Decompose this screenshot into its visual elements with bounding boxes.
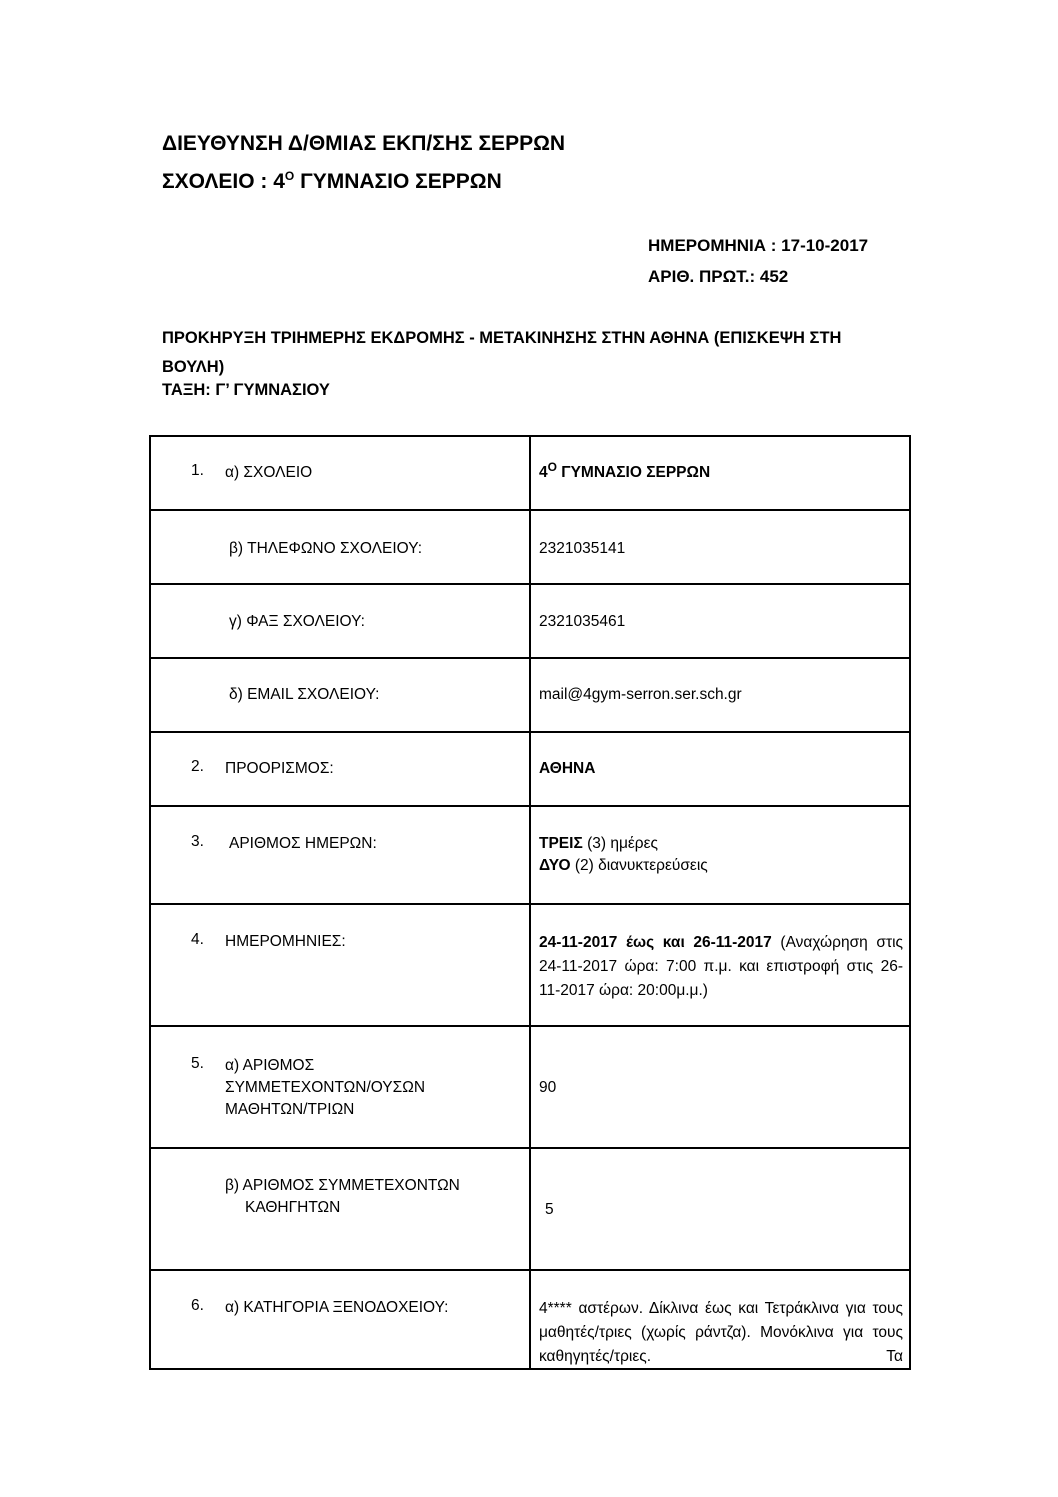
- school-value-suffix: ΓΥΜΝΑΣΙΟ ΣΕΡΡΩΝ: [556, 464, 711, 481]
- fax-value: 2321035461: [539, 613, 626, 630]
- days-line: [539, 833, 903, 855]
- school-label: α) ΣΧΟΛΕΙΟ: [225, 464, 313, 481]
- school-value: [531, 437, 909, 484]
- school-heading-prefix: ΣΧΟΛΕΙΟ : 4: [162, 170, 285, 193]
- directorate-heading: ΔΙΕΥΘΥΝΣΗ Δ/ΘΜΙΑΣ ΕΚΠ/ΣΗΣ ΣΕΡΡΩΝ: [162, 132, 566, 155]
- school-value-prefix: 4: [539, 464, 548, 481]
- label-cell: [150, 584, 530, 658]
- value-cell: [530, 1026, 910, 1148]
- teachers-label-line: ΚΑΘΗΓΗΤΩΝ: [245, 1199, 341, 1216]
- table-row: [150, 584, 910, 658]
- item-number: 1.: [191, 462, 204, 479]
- label-cell: [150, 806, 530, 904]
- table-row: [150, 658, 910, 732]
- table-row: [150, 732, 910, 806]
- value-cell: [530, 658, 910, 732]
- value-cell: [530, 1270, 910, 1369]
- label-cell: [150, 1026, 530, 1148]
- students-label-line: ΣΥΜΜΕΤΕΧΟΝΤΩΝ/ΟΥΣΩΝ: [225, 1079, 426, 1096]
- label-cell: [150, 658, 530, 732]
- nights-count: ΔΥΟ: [539, 857, 571, 874]
- teachers-value: 5: [545, 1201, 554, 1218]
- value-cell: [530, 436, 910, 510]
- school-heading: [162, 170, 502, 194]
- hotel-label: α) ΚΑΤΗΓΟΡΙΑ ΞΕΝΟΔΟΧΕΙΟΥ:: [225, 1299, 449, 1316]
- label-cell: [150, 510, 530, 584]
- class-label: ΤΑΞΗ: Γ’ ΓΥΜΝΑΣΙΟΥ: [162, 381, 330, 399]
- item-number: 3.: [191, 833, 204, 850]
- value-cell: [530, 1148, 910, 1270]
- value-cell: [530, 806, 910, 904]
- item-number: 6.: [191, 1297, 204, 1314]
- nights-unit: (2) διανυκτερεύσεις: [570, 857, 708, 874]
- item-number: 4.: [191, 931, 204, 948]
- item-number: 5.: [191, 1055, 204, 1072]
- teachers-label: [225, 1175, 460, 1219]
- phone-value: 2321035141: [539, 540, 626, 557]
- value-cell: [530, 584, 910, 658]
- table-row: [150, 1148, 910, 1270]
- school-heading-sup: Ο: [284, 169, 295, 183]
- email-label: δ) EMAIL ΣΧΟΛΕΙΟΥ:: [229, 686, 380, 703]
- value-cell: [530, 904, 910, 1026]
- label-cell: [150, 436, 530, 510]
- hotel-value: 4**** αστέρων. Δίκλινα έως και Τετράκλινα για τους μαθητές/τριες (χωρίς ράντζα). Μονόκλινα για τους καθηγητές/τριες. Τα: [539, 1300, 903, 1365]
- school-heading-suffix: ΓΥΜΝΑΣΙΟ ΣΕΡΡΩΝ: [294, 170, 502, 193]
- days-label: ΑΡΙΘΜΟΣ ΗΜΕΡΩΝ:: [229, 835, 377, 852]
- teachers-label-line: β) ΑΡΙΘΜΟΣ ΣΥΜΜΕΤΕΧΟΝΤΩΝ: [225, 1177, 460, 1194]
- trip-details-table: [149, 435, 911, 1370]
- dates-value: [531, 905, 909, 1003]
- email-value: mail@4gym-serron.ser.sch.gr: [539, 686, 742, 703]
- days-count: ΤΡΕΙΣ: [539, 835, 583, 852]
- table-row: [150, 1270, 910, 1369]
- school-value-sup: Ο: [547, 459, 557, 474]
- label-cell: [150, 732, 530, 806]
- students-label-line: ΜΑΘΗΤΩΝ/ΤΡΙΩΝ: [225, 1101, 355, 1118]
- protocol-number: ΑΡΙΘ. ΠΡΩΤ.: 452: [648, 267, 789, 286]
- dates-label: ΗΜΕΡΟΜΗΝΙΕΣ:: [225, 933, 346, 950]
- table-row: [150, 436, 910, 510]
- value-cell: [530, 732, 910, 806]
- table-row: [150, 1026, 910, 1148]
- nights-line: [539, 855, 903, 877]
- table-row: [150, 806, 910, 904]
- dates-range: 24-11-2017 έως και 26-11-2017: [539, 934, 772, 951]
- students-value: 90: [539, 1079, 557, 1096]
- destination-label: ΠΡΟΟΡΙΣΜΟΣ:: [225, 760, 334, 777]
- fax-label: γ) ΦΑΞ ΣΧΟΛΕΙΟΥ:: [229, 613, 365, 630]
- table-row: [150, 510, 910, 584]
- label-cell: [150, 1270, 530, 1369]
- phone-label: β) ΤΗΛΕΦΩΝΟ ΣΧΟΛΕΙΟΥ:: [229, 540, 423, 557]
- label-cell: [150, 904, 530, 1026]
- days-unit: (3) ημέρες: [582, 835, 658, 852]
- value-cell: [530, 510, 910, 584]
- table-row: [150, 904, 910, 1026]
- announcement-title: ΠΡΟΚΗΡΥΞΗ ΤΡΙΗΜΕΡΗΣ ΕΚΔΡΟΜΗΣ - ΜΕΤΑΚΙΝΗΣΗΣ ΣΤΗΝ ΑΘΗΝΑ (ΕΠΙΣΚΕΨΗ ΣΤΗ ΒΟΥΛΗ): [162, 329, 842, 376]
- label-cell: [150, 1148, 530, 1270]
- days-value: [531, 807, 909, 877]
- document-date: ΗΜΕΡΟΜΗΝΙΑ : 17-10-2017: [648, 236, 869, 255]
- students-label: [225, 1055, 425, 1121]
- dates-details: (Αναχώρηση στις 24-11-2017 ώρα: 7:00 π.μ. και επιστροφή στις 26- 11-2017 ώρα: 20:00μ.μ.): [539, 934, 903, 999]
- students-label-line: α) ΑΡΙΘΜΟΣ: [225, 1057, 315, 1074]
- destination-value: ΑΘΗΝΑ: [539, 760, 596, 777]
- item-number: 2.: [191, 758, 204, 775]
